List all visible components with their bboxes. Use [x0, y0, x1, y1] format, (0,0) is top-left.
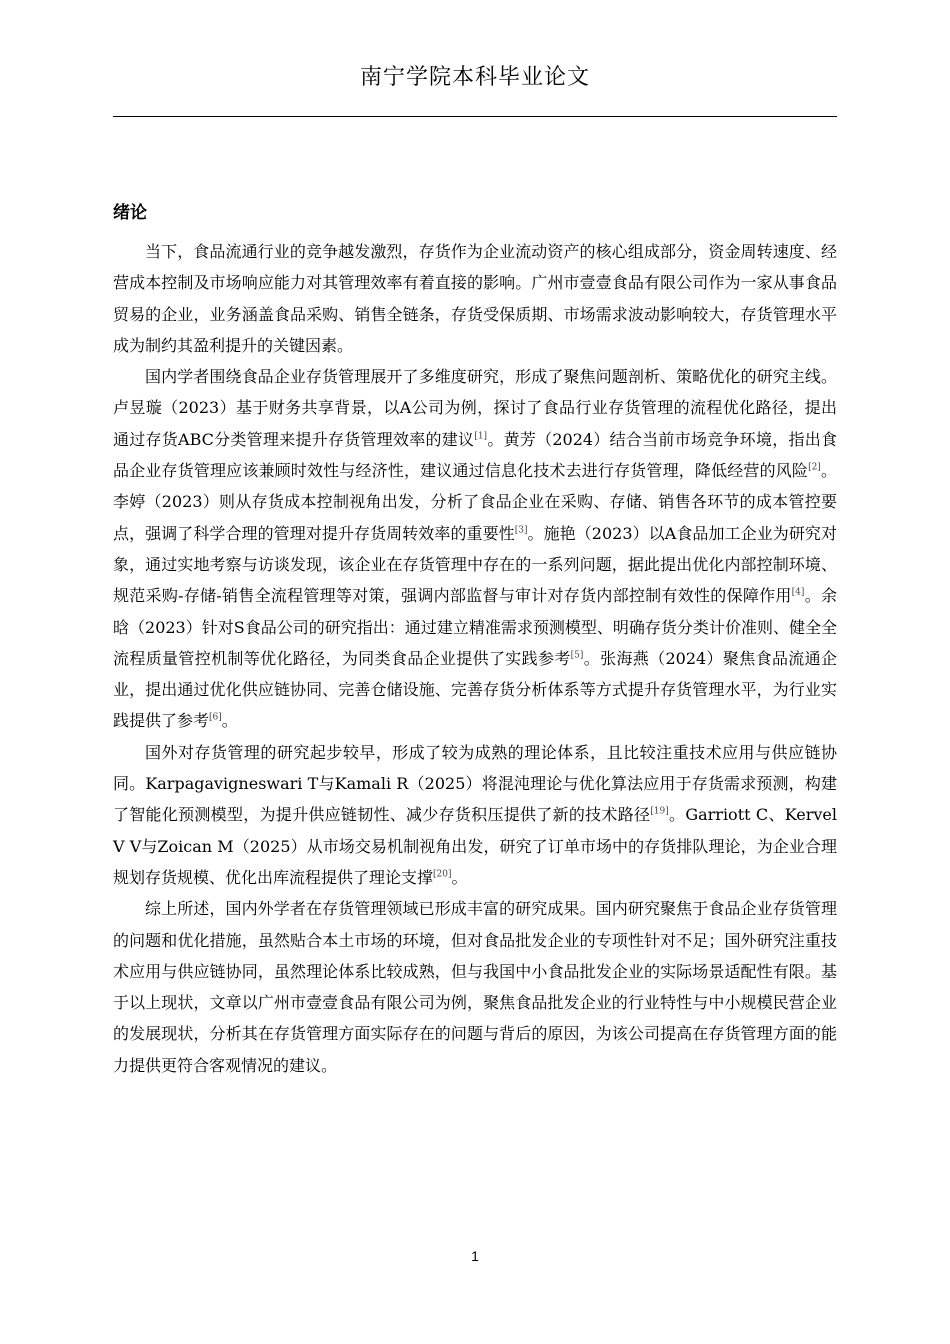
- paragraph-text: 。: [451, 867, 468, 887]
- citation-ref: [5]: [570, 650, 584, 661]
- citation-ref: [19]: [650, 807, 669, 818]
- paragraph-foreign-research: [113, 737, 837, 893]
- paragraph-text: 。余晗（2023）针对S食品公司的研究指出：通过建立精准需求预测模型、明确存货分类计价准则、健全全流程质量管控机制等优化路径，为同类食品企业提供了实践参考: [113, 586, 837, 668]
- paragraph-text: 。: [221, 711, 238, 731]
- paragraph-text: 。施艳（2023）以A食品加工企业为研究对象，通过实地考察与访谈发现，该企业在存货管理中存在的一系列问题，据此提出优化内部控制环境、规范采购-存储-销售全流程管理等对策，强调内部监督与审计对存货内部控制有效性的保障作用: [113, 523, 837, 606]
- paragraph-text: 国内学者围绕食品企业存货管理展开了多维度研究，形成了聚焦问题剖析、策略优化的研究主线。卢昱璇（2023）基于财务共享背景，以A公司为例，探讨了食品行业存货管理的流程优化路径，提出通过存货ABC分类管理来提升存货管理效率的建议: [113, 367, 837, 449]
- paragraph-text: 。李婷（2023）则从存货成本控制视角出发，分析了食品企业在采购、存储、销售各环节的成本管控要点，强调了科学合理的管理对提升存货周转效率的重要性: [113, 461, 837, 543]
- paragraph-text: 当下，食品流通行业的竞争越发激烈，存货作为企业流动资产的核心组成部分，资金周转速度、经营成本控制及市场响应能力对其管理效率有着直接的影响。广州市壹壹食品有限公司作为一家从事食品贸易的企业，业务涵盖食品采购、销售全链条，存货受保质期、市场需求波动影响较大，存货管理水平成为制约其盈利提升的关键因素。: [113, 242, 837, 355]
- paragraph-text: 。张海燕（2024）聚焦食品流通企业，提出通过优化供应链协同、完善仓储设施、完善存货分析体系等方式提升存货管理水平，为行业实践提供了参考: [113, 648, 837, 731]
- header-divider: [113, 116, 837, 117]
- citation-ref: [20]: [433, 869, 452, 880]
- paragraph-summary: [113, 893, 837, 1081]
- page-header-title: 南宁学院本科毕业论文: [359, 65, 590, 90]
- paragraph-domestic-research: [113, 361, 837, 737]
- citation-ref: [1]: [474, 431, 488, 442]
- citation-ref: [3]: [514, 525, 528, 536]
- paragraph-intro: [113, 236, 837, 361]
- citation-ref: [4]: [791, 587, 805, 598]
- body-text: [113, 236, 837, 1081]
- citation-ref: [2]: [808, 462, 821, 473]
- paragraph-text: 。黄芳（2024）结合当前市场竞争环境，指出食品企业存货管理应该兼顾时效性与经济性，建议通过信息化技术去进行存货管理，降低经营的风险: [113, 429, 837, 481]
- paragraph-text: 。Garriott C、Kervel V V与Zoican M（2025）从市场交易机制视角出发，研究了订单市场中的存货排队理论，为企业合理规划存货规模、优化出库流程提供了理论支撑: [113, 805, 837, 887]
- page-number: 1: [471, 1248, 479, 1264]
- section-title: 绪论: [113, 203, 147, 223]
- paragraph-text: 综上所述，国内外学者在存货管理领域已形成丰富的研究成果。国内研究聚焦于食品企业存货管理的问题和优化措施，虽然贴合本土市场的环境，但对食品批发企业的专项性针对不足；国外研究注重技术应用与供应链协同，虽然理论体系比较成熟，但与我国中小食品批发企业的实际场景适配性有限。基于以上现状，文章以广州市壹壹食品有限公司为例，聚焦食品批发企业的行业特性与中小规模民营企业的发展现状，分析其在存货管理方面实际存在的问题与背后的原因，为该公司提高在存货管理方面的能力提供更符合客观情况的建议。: [113, 899, 837, 1075]
- paragraph-text: 国外对存货管理的研究起步较早，形成了较为成熟的理论体系，且比较注重技术应用与供应链协同。Karpagavigneswari T与Kamali R（2025）将混沌理论与优化算法应用于存货需求预测，构建了智能化预测模型，为提升供应链韧性、减少存货积压提供了新的技术路径: [113, 742, 837, 825]
- citation-ref: [6]: [209, 713, 222, 724]
